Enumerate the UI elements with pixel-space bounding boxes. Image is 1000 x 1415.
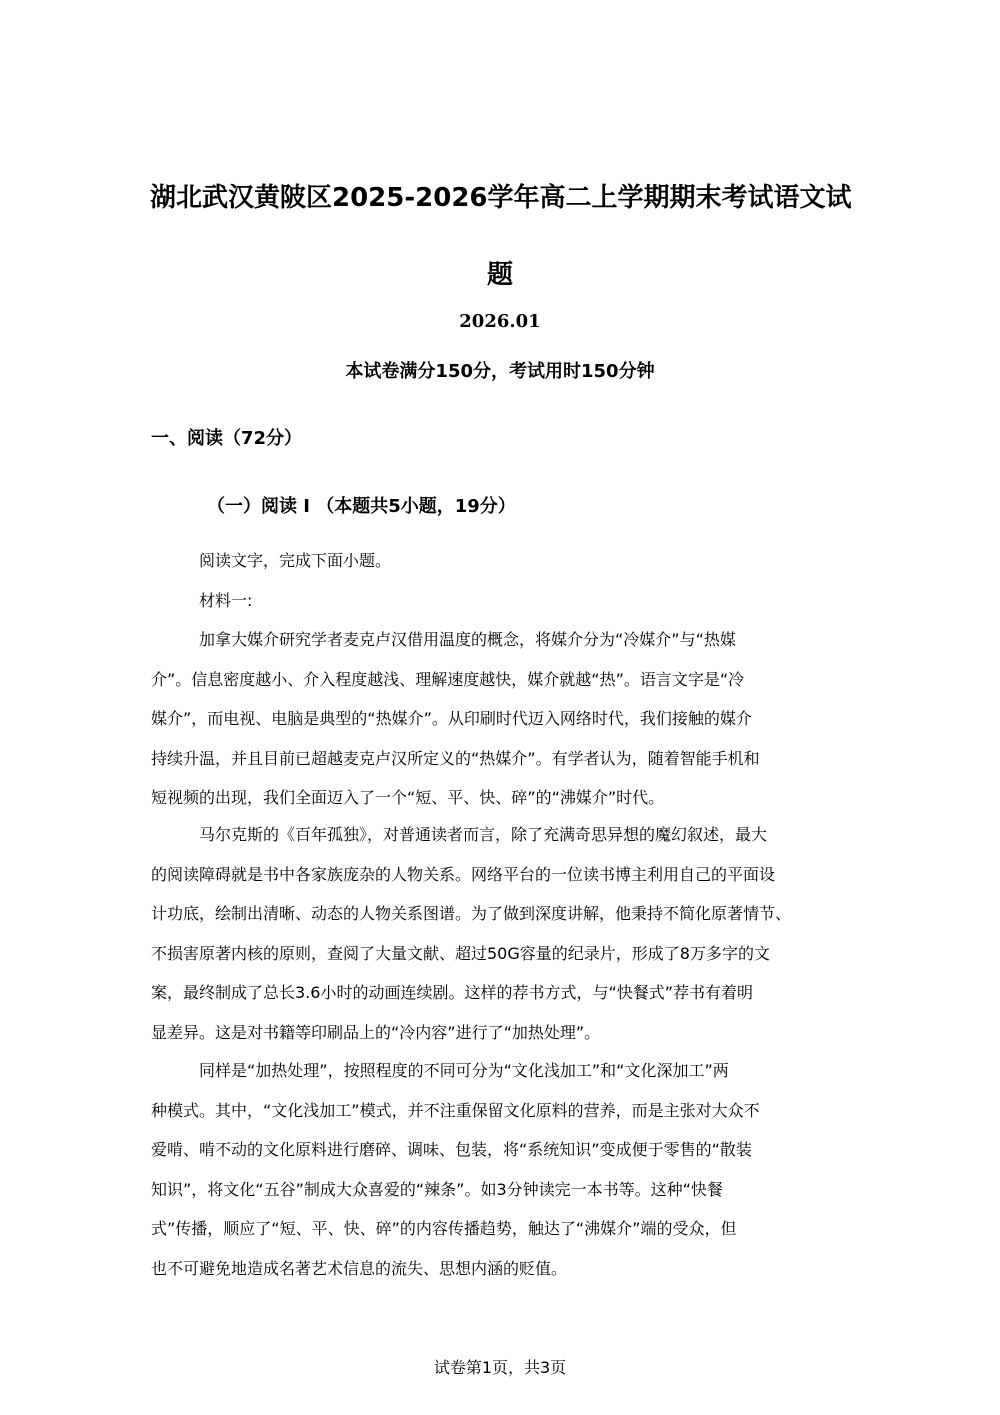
paragraph-line: 显差异。这是对书籍等印刷品上的“冷内容”进行了“加热处理”。 [151,1022,601,1042]
paragraph-3 [151,1051,851,1288]
reading-instruction [151,541,851,620]
paragraph-line: 加拿大媒介研究学者麦克卢汉借用温度的概念，将媒介分为“冷媒介”与“热媒 [199,630,736,649]
paragraph-line: 短视频的出现，我们全面迈入了一个“短、平、快、碎”的“沸媒介”时代。 [151,788,665,807]
paragraph-line: 介”。信息密度越小、介入程度越浅、理解速度越快，媒介就越“热”。语言文字是“冷 [151,669,745,689]
paragraph-line: 不损害原著内核的原则，查阅了大量文献、超过50G容量的纪录片，形成了8万多字的文 [151,943,770,963]
paragraph-line: 同样是“加热处理”，按照程度的不同可分为“文化浅加工”和“文化深加工”两 [199,1061,729,1080]
paragraph-line: 的阅读障碍就是书中各家族庞杂的人物关系。网络平台的一位读书博主利用自己的平面设 [151,864,776,884]
paragraph-line: 计功底，绘制出清晰、动态的人物关系图谱。为了做到深度讲解，他秉持不简化原著情节、 [151,904,792,923]
paragraph-line: 爱啃、啃不动的文化原料进行磨碎、调味、包装，将“系统知识”变成便于零售的“散装 [151,1140,752,1159]
exam-title [150,160,850,314]
paragraph-line: 马尔克斯的《百年孤独》，对普通读者而言，除了充满奇思异想的魔幻叙述，最大 [199,825,768,844]
exam-title-line-1: 湖北武汉黄陂区2025-2026学年高二上学期期末考试语文试 [150,183,852,213]
paragraph-line: 知识”，将文化“五谷”制成大众喜爱的“辣条”。如3分钟读完一本书等。这种“快餐 [151,1179,723,1199]
paragraph-line: 案，最终制成了总长3.6小时的动画连续剧。这样的荐书方式，与“快餐式”荐书有着明 [151,983,754,1002]
subsection-heading-reading-1: （一）阅读 I （本题共5小题，19分） [207,496,516,517]
paragraph-line: 式”传播，顺应了“短、平、快、碎”的内容传播趋势，触达了“沸媒介”端的受众，但 [151,1219,737,1238]
instruction-text: 阅读文字，完成下面小题。 [199,551,392,570]
paragraph-line: 持续升温，并且目前已超越麦克卢汉所定义的“热媒介”。有学者认为，随着智能手机和 [151,748,760,768]
score-note: 本试卷满分150分，考试用时150分钟 [345,361,655,382]
paragraph-line: 也不可避免地造成名著艺术信息的流失、思想内涵的贬值。 [151,1258,568,1278]
exam-title-line-2: 题 [486,260,513,290]
page-footer: 试卷第1页，共3页 [433,1358,567,1377]
exam-date: 2026.01 [459,311,541,332]
section-heading-reading: 一、阅读（72分） [151,428,303,449]
paragraph-line: 媒介”，而电视、电脑是典型的“热媒介”。从印刷时代迈入网络时代，我们接触的媒介 [151,709,752,728]
material-label: 材料一: [199,590,253,610]
paragraph-1 [151,620,851,818]
paragraph-2 [151,815,851,1052]
paragraph-line: 种模式。其中，“文化浅加工”模式，并不注重保留文化原料的营养，而是主张对大众不 [151,1100,760,1120]
